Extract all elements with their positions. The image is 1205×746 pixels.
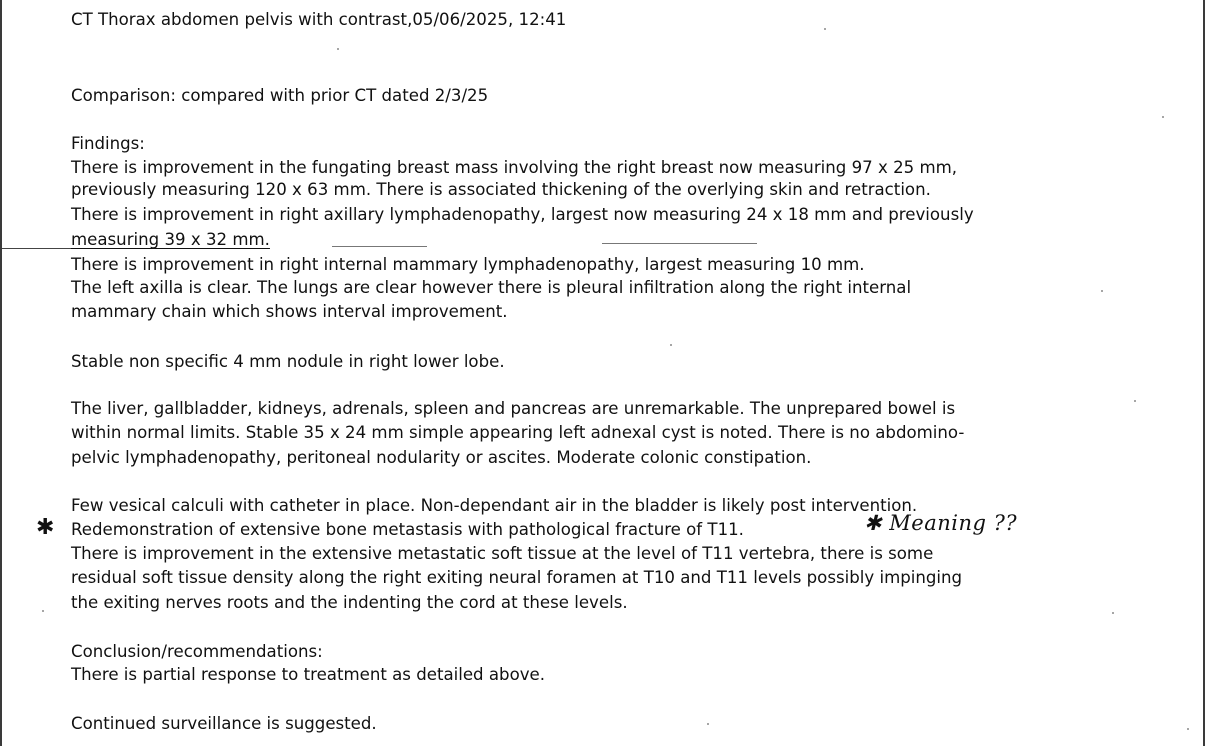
scan-speck bbox=[42, 610, 44, 612]
asterisk-icon: ✱ bbox=[36, 515, 55, 540]
scan-artifact-line bbox=[602, 243, 757, 244]
spine-line: the exiting nerves roots and the indenting the cord at these levels. bbox=[71, 593, 628, 612]
scan-speck bbox=[824, 28, 826, 30]
findings-line: There is improvement in right axillary lymphadenopathy, largest now measuring 24 x 18 mm and previously bbox=[71, 205, 974, 224]
scan-artifact-line bbox=[2, 248, 72, 249]
scan-speck bbox=[1134, 400, 1136, 402]
spine-line: There is improvement in the extensive metastatic soft tissue at the level of T11 vertebra, there is some bbox=[71, 544, 934, 563]
abdomen-line: pelvic lymphadenopathy, peritoneal nodularity or ascites. Moderate colonic constipation. bbox=[71, 448, 812, 467]
abdomen-line: The liver, gallbladder, kidneys, adrenals, spleen and pancreas are unremarkable. The unprepared bowel is bbox=[71, 399, 956, 418]
surveillance-line: Continued surveillance is suggested. bbox=[71, 714, 377, 733]
bladder-line: Few vesical calculi with catheter in place. Non-dependant air in the bladder is likely post intervention. bbox=[71, 496, 918, 515]
findings-line: measuring 39 x 32 mm. bbox=[71, 230, 270, 249]
handwritten-note: ✱ Meaning ?? bbox=[864, 511, 1018, 535]
scan-speck bbox=[337, 48, 339, 50]
findings-heading: Findings: bbox=[71, 134, 145, 153]
report-header: CT Thorax abdomen pelvis with contrast,05/06/2025, 12:41 bbox=[71, 10, 567, 29]
scan-speck bbox=[670, 344, 672, 346]
scan-speck bbox=[707, 723, 709, 725]
findings-line: mammary chain which shows interval improvement. bbox=[71, 302, 508, 321]
scan-artifact-line bbox=[332, 246, 427, 247]
bone-metastasis-line: Redemonstration of extensive bone metastasis with pathological fracture of T11. bbox=[71, 520, 744, 539]
scan-speck bbox=[1187, 728, 1189, 730]
conclusion-line: There is partial response to treatment as detailed above. bbox=[71, 665, 546, 684]
scan-speck bbox=[1112, 612, 1114, 614]
findings-line: The left axilla is clear. The lungs are clear however there is pleural infiltration along the right internal bbox=[71, 278, 912, 297]
abdomen-line: within normal limits. Stable 35 x 24 mm simple appearing left adnexal cyst is noted. There is no abdomino- bbox=[71, 423, 965, 442]
findings-line: previously measuring 120 x 63 mm. There is associated thickening of the overlying skin and retraction. bbox=[71, 180, 931, 199]
findings-line: There is improvement in the fungating breast mass involving the right breast now measuring 97 x 25 mm, bbox=[71, 158, 958, 177]
findings-line: There is improvement in right internal mammary lymphadenopathy, largest measuring 10 mm. bbox=[71, 255, 865, 274]
comparison-line: Comparison: compared with prior CT dated 2/3/25 bbox=[71, 86, 489, 105]
conclusion-heading: Conclusion/recommendations: bbox=[71, 642, 323, 661]
scan-speck bbox=[1101, 290, 1103, 292]
scan-speck bbox=[1162, 116, 1164, 118]
nodule-line: Stable non specific 4 mm nodule in right lower lobe. bbox=[71, 352, 505, 371]
spine-line: residual soft tissue density along the right exiting neural foramen at T10 and T11 levels possibly impinging bbox=[71, 568, 963, 587]
